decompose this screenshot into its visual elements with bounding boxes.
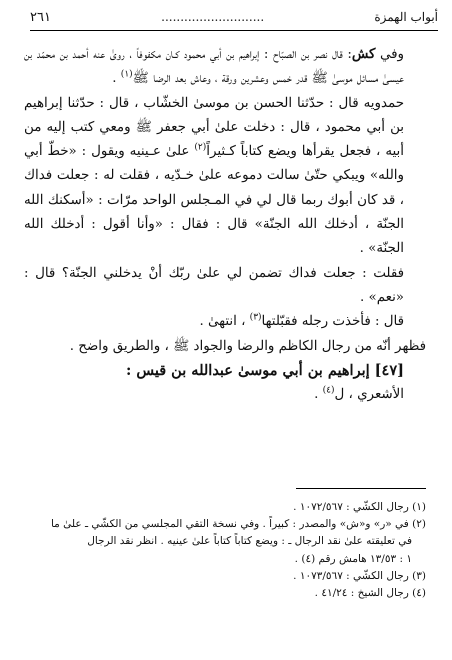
footnote-ref-1: (١)	[120, 69, 133, 80]
footnote-2-cont-2: ١ : ١٣/٥٣ هامش رقم (٤) .	[294, 552, 412, 565]
p2-text: حمدويه قال : حدّثنا الحسن بن موسىٰ الخشّاب ، قال : حدّثنا إبراهيم بن أبي محمود ، قال : دخلت علىٰ أبي جعفر ﷺ ومعي كتب إليه من أبيه ، فجعل يقرأها ويضع كتاباً كـثيراً	[24, 95, 404, 160]
footnote-2: (٢) في «ر» و«ش» والمصدر : كبيراً . وفي نسخة التقي المجلسي من الكشّي ـ علىٰ ما	[50, 518, 426, 531]
paragraph-2	[24, 92, 426, 262]
footnote-ref-4: (٤)	[322, 385, 335, 396]
entry-heading: [٤٧] إبراهيم بن أبي موسىٰ عبدالله بن قيس :	[125, 361, 404, 379]
header-dots: ...........................	[161, 10, 265, 24]
entry-line-2-text: الأشعري ، ل	[334, 387, 404, 403]
p4-text: قال : فأخذت رجله فقبّلتها	[261, 314, 404, 330]
footnote-divider	[296, 488, 426, 489]
footnote-4: (٤) رجال الشيخ : ٤١/٢٤ .	[314, 587, 426, 600]
main-text	[24, 42, 426, 407]
footnote-ref-2: (٢)	[194, 142, 207, 153]
paragraph-1	[24, 42, 426, 92]
source-abbrev: كش	[351, 46, 376, 62]
footnote-ref-3: (٣)	[249, 312, 262, 323]
footnote-1: (١) رجال الكشّي : ١٠٧٢/٥٦٧ .	[293, 501, 426, 513]
entry-line-2	[24, 383, 426, 407]
entry-line-2-end: .	[314, 387, 323, 403]
p4-end: ، انتهىٰ .	[199, 314, 250, 330]
footnote-3: (٣) رجال الكشّي : ١٠٧٣/٥٦٧ .	[293, 569, 426, 582]
running-header	[30, 4, 438, 31]
footnotes	[24, 499, 426, 602]
running-title: أبواب الهمزة	[374, 10, 438, 24]
p1-start: وفي	[375, 47, 404, 62]
page-number: ٢٦١	[30, 9, 51, 25]
paragraph-3: فقلت : جعلت فداك تضمن لي علىٰ ربّك أنْ يدخلني الجنّة؟ قال : «نعم» .	[24, 265, 404, 305]
footnote-2-cont: في تعليقته علىٰ نقد الرجال ـ : ويضع كتاباً كتاباً علىٰ عينيه . انظر نقد الرجال	[87, 535, 412, 548]
p1-text: : قال نصر بن الصبّاح : إبراهيم بن أبي محمود كـان مكفوفاً ، روىٰ عنه أحمد بن محمّد بن عيسىٰ مسائل موسىٰ ﷺ قدر خمس وعشرين ورقة ، وعاش بعد الرضا ﷺ	[24, 47, 404, 87]
p2-text-2: علىٰ عـينيه ويقول : «خطّ أبي والله» ويبكي حتّىٰ سالت دموعه علىٰ خـدّيه ، فقلت له : جعلت فداك ، قد كان أبوك ربما قال لي في المـجلس الواحد مرّات : «أسكنك الله الجنّة ، أدخلك الله الجنّة» قال : فقال : «وأنا أقول : أدخلك الله الجنّة» .	[24, 144, 404, 257]
paragraph-4	[24, 310, 426, 334]
p1-end: .	[112, 71, 121, 87]
paragraph-5: فظهر أنّه من رجال الكاظم والرضا والجواد ﷺ ، والطريق واضح .	[69, 338, 426, 354]
